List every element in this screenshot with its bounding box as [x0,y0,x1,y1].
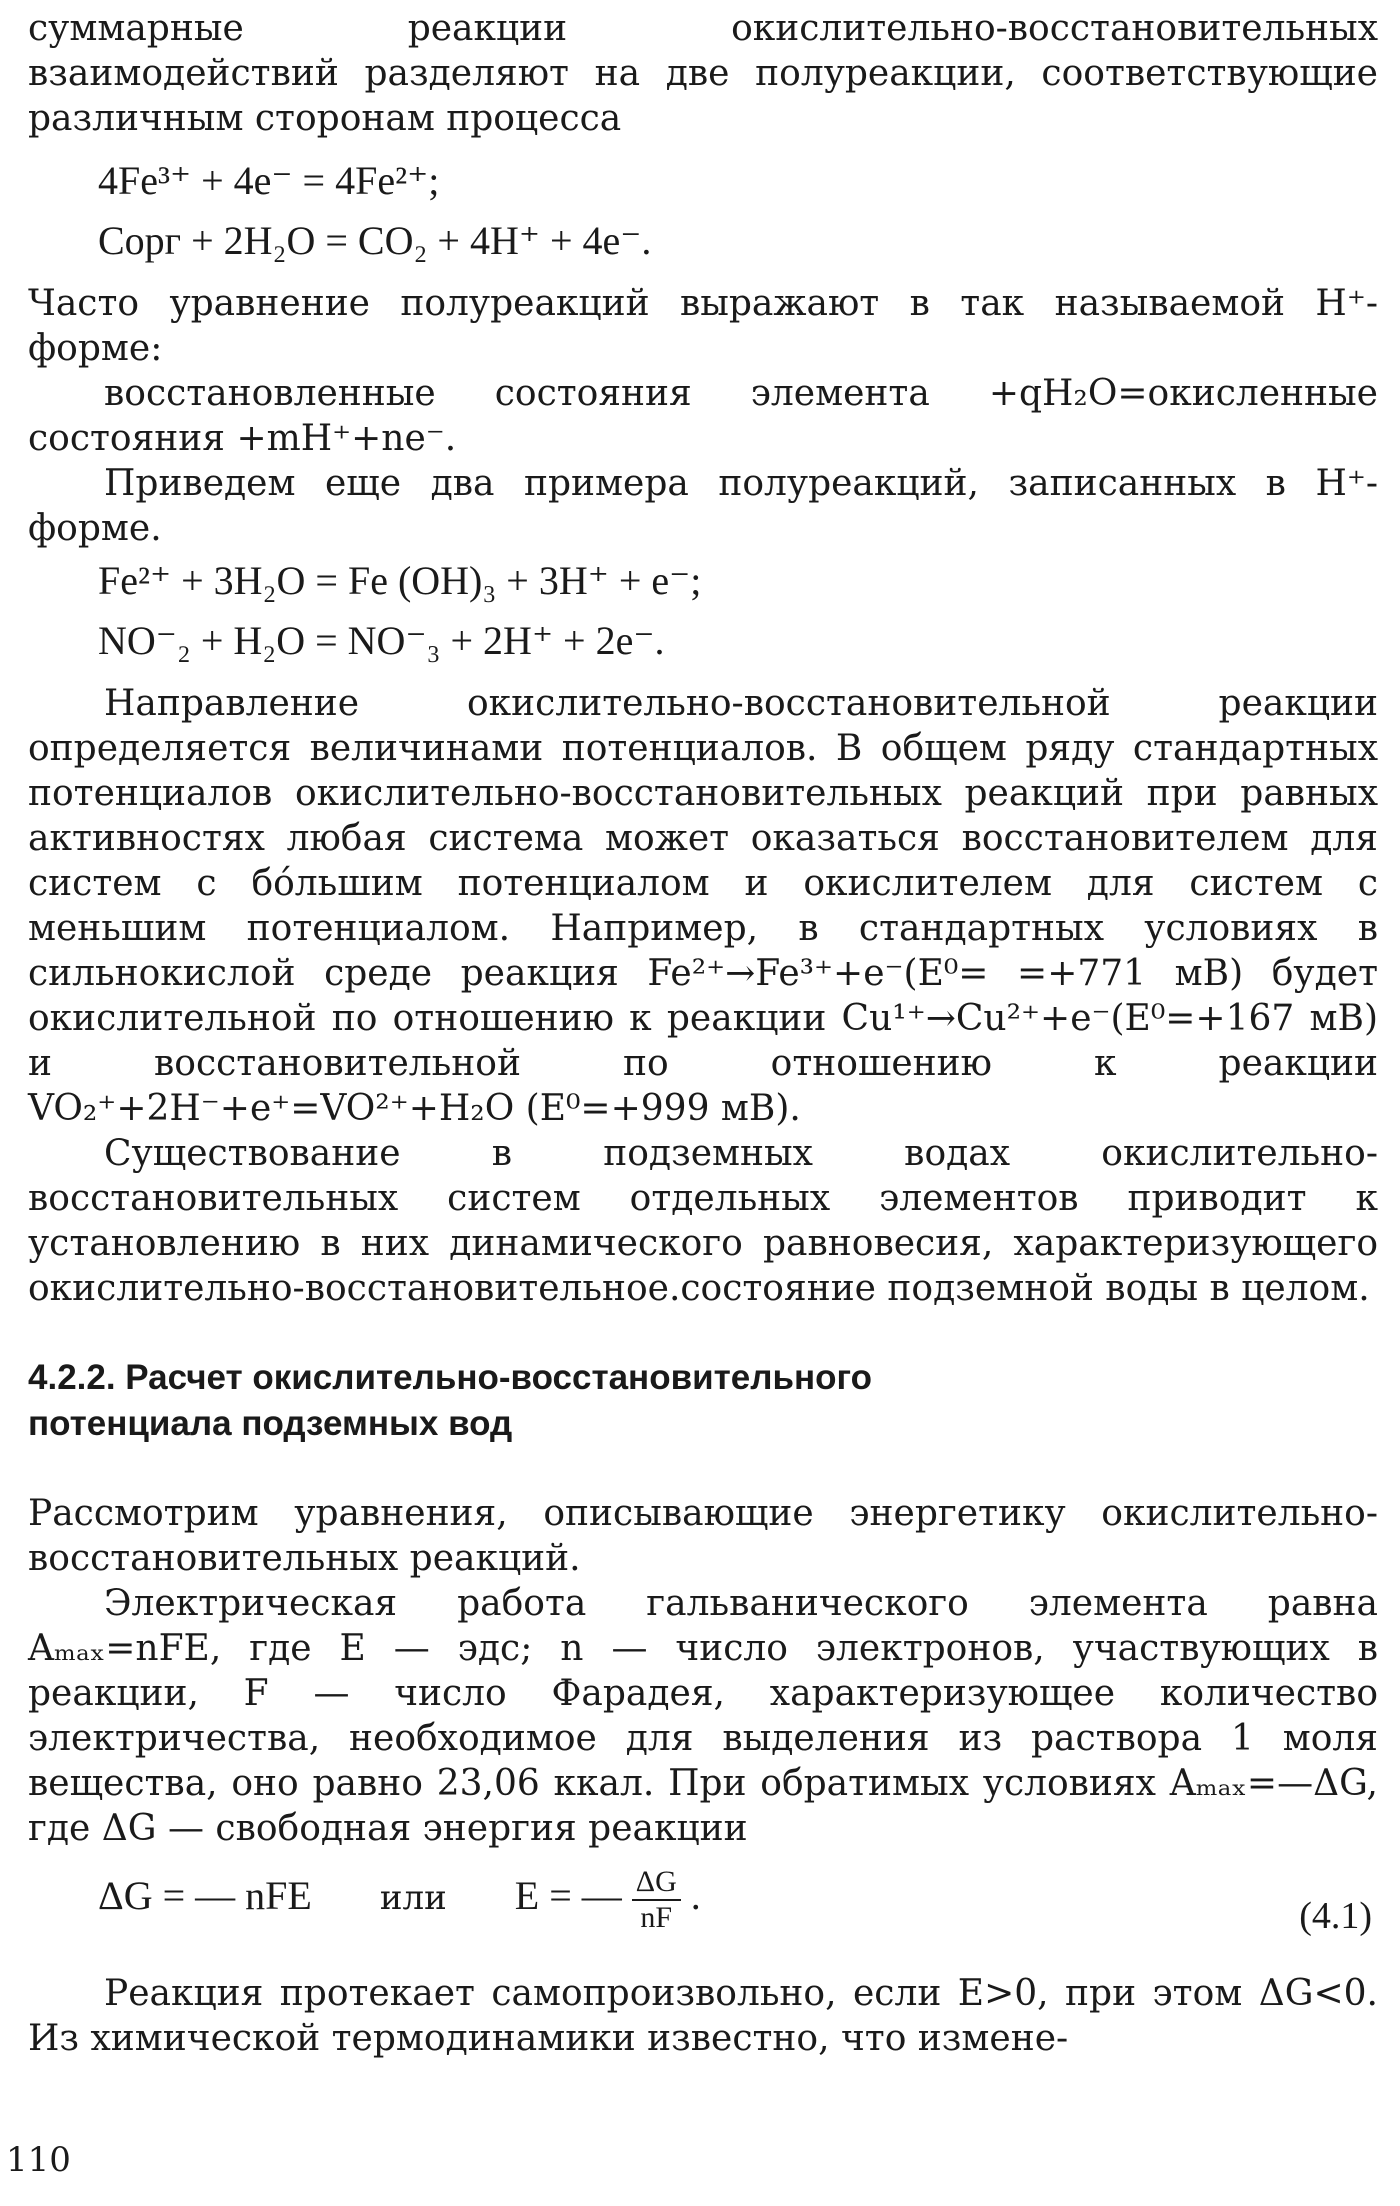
paragraph: Часто уравнение полуреакций выражают в так называемой H⁺-форме: [28,283,1378,369]
document-page [28,6,1378,2061]
paragraph: Реакция протекает самопроизвольно, если E>0, при этом ΔG<0. Из химической термодинамики известно, что измене- [28,1973,1378,2059]
paragraph: восстановленные состояния элемента +qH₂O=окисленные состояния +mH⁺+ne⁻. [28,373,1378,459]
formula-4-1 [28,1851,1378,1971]
equation: Cорг + 2H₂O = CO₂ + 4H⁺ + 4e⁻. [98,218,652,263]
equation: 4Fe³⁺ + 4e⁻ = 4Fe²⁺; [98,158,440,203]
fraction-denominator: nF [640,1900,673,1934]
section-title-line: потенциала подземных вод [28,1404,513,1443]
section-title-line: 4.2.2. Расчет окислительно-восстановительного [28,1358,872,1397]
formula-trail: . [690,1873,701,1918]
paragraph: Рассмотрим уравнения, описывающие энергетику окислительно-восстановительных реакций. [28,1493,1378,1579]
paragraph: Приведем еще два примера полуреакций, записанных в H⁺-форме. [28,463,1378,549]
formula-connector: или [379,1878,447,1918]
paragraph: Существование в подземных водах окислительно-восстановительных систем отдельных элементов приводит к установлению в них динамического равновесия, характеризующего окислительно-восстановительное.состояние подземной воды в целом. [28,1133,1378,1309]
paragraph: Направление окислительно-восстановительной реакции определяется величинами потенциалов. В общем ряду стандартных потенциалов окислительно-восстановительных реакций при равных активностях любая система может оказаться восстановителем для систем с бóльшим потенциалом и окислителем для систем с меньшим потенциалом. Например, в стандартных условиях в сильнокислой среде реакция Fe²⁺→Fe³⁺+e⁻(E⁰= =+771 мВ) будет окислительной по отношению к реакции Cu¹⁺→Cu²⁺+e⁻(E⁰=+167 мВ) и восстановительной по отношению к реакции VO₂⁺+2H⁻+e⁺=VO²⁺+H₂O (E⁰=+999 мВ). [28,683,1378,1129]
equation: NO⁻₂ + H₂O = NO⁻₃ + 2H⁺ + 2e⁻. [98,618,665,663]
formula-right-lhs: E = — [514,1873,622,1918]
formula-left: ΔG = — nFE [98,1873,312,1918]
equation-number: (4.1) [1299,1895,1372,1937]
equation: Fe²⁺ + 3H₂O = Fe (OH)₃ + 3H⁺ + e⁻; [98,558,702,603]
fraction-numerator: ΔG [632,1865,681,1901]
fraction [632,1865,681,1935]
paragraph: суммарные реакции окислительно-восстановительных взаимодействий разделяют на две полуреакции, соответствующие различным сторонам процесса [28,8,1378,139]
page-number: 110 [6,2140,71,2180]
paragraph: Электрическая работа гальванического элемента равна Aₘₐₓ=nFE, где E — эдс; n — число электронов, участвующих в реакции, F — число Фарадея, характеризующее количество электричества, необходимое для выделения из раствора 1 моля вещества, оно равно 23,06 ккал. При обратимых условиях Aₘₐₓ=—ΔG, где ΔG — свободная энергия реакции [28,1583,1378,1849]
section-heading [28,1355,1378,1447]
